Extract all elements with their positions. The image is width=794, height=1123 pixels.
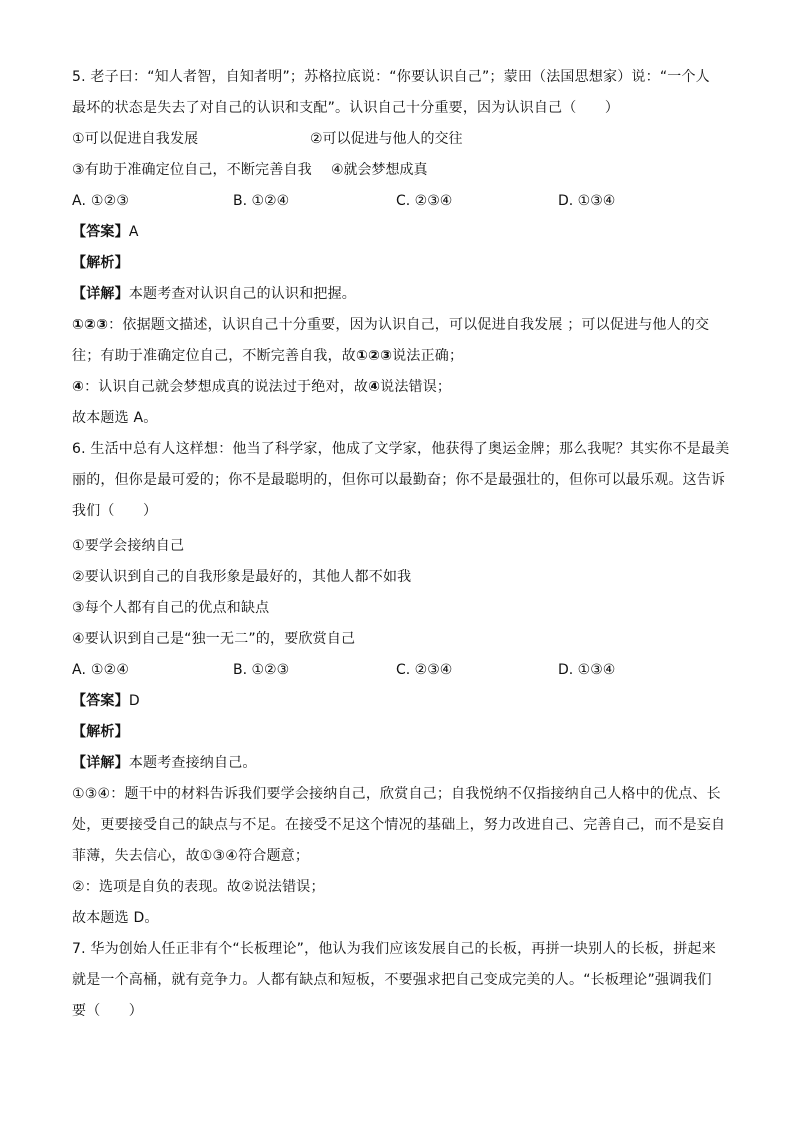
q6-detail — [72, 754, 257, 772]
q6-explanation-line-4: ②：选项是自负的表现。故②说法错误； — [72, 879, 325, 895]
explanation-option-numbers: ①②③ — [72, 317, 109, 333]
q5-choice-d: D. ①③④ — [558, 193, 616, 209]
explanation-text: 说法正确； — [392, 348, 464, 364]
q6-explanation-line-3: 菲薄，失去信心，故①③④符合题意； — [72, 848, 310, 864]
explanation-option-numbers: ①②③ — [356, 348, 393, 364]
q6-conclusion: 故本题选 D。 — [72, 910, 159, 926]
detail-label: 【详解】 — [72, 755, 129, 771]
explanation-text: ：认识自己就会梦想成真的说法过于绝对，故 — [84, 379, 369, 395]
q5-option-1: ①可以促进自我发展 — [72, 131, 199, 147]
q5-explanation-line-3 — [72, 378, 451, 396]
q5-analysis-label: 【解析】 — [72, 255, 129, 271]
q6-stem-line-1: 6. 生活中总有人这样想：他当了科学家，他成了文学家，他获得了奥运金牌；那么我呢？其实你不是最美 — [72, 441, 730, 457]
q6-choice-b: B. ①②③ — [233, 662, 290, 678]
q5-option-4: ④就会梦想成真 — [331, 162, 428, 178]
q5-choice-c: C. ②③④ — [396, 193, 453, 209]
q5-explanation-line-1 — [72, 316, 709, 334]
q6-explanation-line-1: ①③④：题干中的材料告诉我们要学会接纳自己，欣赏自己；自我悦纳不仅指接纳自己人格中的优点、长 — [72, 786, 721, 802]
q6-choice-d: D. ①③④ — [558, 662, 616, 678]
q5-stem-line-1: 5. 老子曰：“知人者智，自知者明”；苏格拉底说：“你要认识自己”；蒙田（法国思想家）说：“一个人 — [72, 69, 710, 85]
q5-detail — [72, 285, 356, 303]
q6-choice-a: A. ①②④ — [72, 662, 130, 678]
q6-option-3: ③每个人都有自己的优点和缺点 — [72, 600, 270, 616]
explanation-text: ：依据题文描述，认识自己十分重要，因为认识自己，可以促进自我发展 ；可以促进与他人的交 — [108, 317, 710, 333]
q6-answer — [72, 692, 140, 710]
q5-choice-a: A. ①②③ — [72, 193, 130, 209]
q5-conclusion: 故本题选 A。 — [72, 410, 158, 426]
answer-label: 【答案】 — [72, 693, 129, 709]
answer-value: A — [128, 224, 139, 240]
explanation-option-numbers: ④ — [368, 379, 381, 395]
q6-analysis-label: 【解析】 — [72, 724, 129, 740]
detail-text: 本题考查对认识自己的认识和把握。 — [128, 286, 357, 302]
q5-choice-b: B. ①②④ — [233, 193, 290, 209]
q7-stem-line-2: 就是一个高桶，就有竞争力。人都有缺点和短板，不要强求把自己变成完美的人。“长板理论”强调我们 — [72, 972, 712, 988]
q7-stem-line-3: 要（ ） — [72, 1003, 143, 1019]
q6-option-1: ①要学会接纳自己 — [72, 538, 185, 554]
q6-stem-line-3: 我们（ ） — [72, 503, 158, 519]
q5-option-3: ③有助于准确定位自己，不断完善自我 — [72, 162, 312, 178]
detail-label: 【详解】 — [72, 286, 129, 302]
q6-option-2: ②要认识到自己的自我形象是最好的，其他人都不如我 — [72, 569, 412, 585]
q5-option-2: ②可以促进与他人的交往 — [310, 131, 463, 147]
q7-stem-line-1: 7. 华为创始人任正非有个“长板理论”，他认为我们应该发展自己的长板，再拼一块别人的长板，拼起来 — [72, 941, 716, 957]
q5-stem-line-2: 最坏的状态是失去了对自己的认识和支配”。认识自己十分重要，因为认识自己（ ） — [72, 100, 620, 116]
q6-stem-line-2: 丽的，但你是最可爱的；你不是最聪明的，但你可以最勤奋；你不是最强壮的，但你可以最乐观。这告诉 — [72, 472, 726, 488]
q5-explanation-line-2 — [72, 347, 463, 365]
q6-choice-c: C. ②③④ — [396, 662, 453, 678]
explanation-text: 说法错误； — [380, 379, 452, 395]
q6-explanation-line-2: 处，更要接受自己的缺点与不足。在接受不足这个情况的基础上，努力改进自己、完善自己，而不是妄自 — [72, 817, 726, 833]
answer-value: D — [128, 693, 140, 709]
detail-text: 本题考查接纳自己。 — [128, 755, 257, 771]
explanation-text: 往；有助于准确定位自己，不断完善自我，故 — [72, 348, 356, 364]
answer-label: 【答案】 — [72, 224, 129, 240]
q5-answer — [72, 223, 139, 241]
q6-option-4: ④要认识到自己是“独一无二”的，要欣赏自己 — [72, 631, 356, 647]
explanation-option-numbers: ④ — [72, 379, 85, 395]
